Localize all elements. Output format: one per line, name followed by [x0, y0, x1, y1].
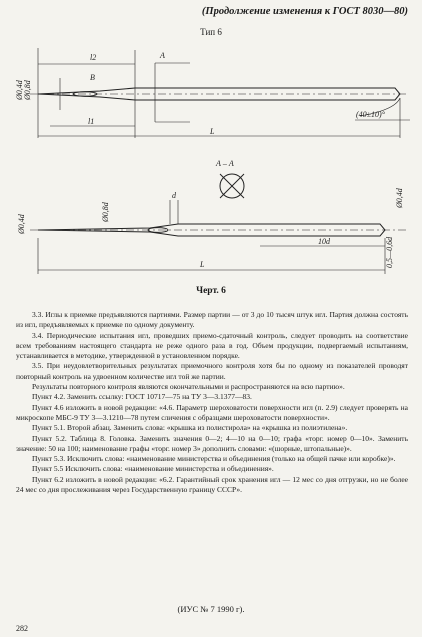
- dim-d: d: [172, 191, 176, 200]
- paragraph: Результаты повторного контроля являются окончательными и распространяются на всю партию».: [32, 382, 345, 392]
- section-label: А – А: [216, 159, 234, 168]
- paragraph: Пункт 4.2. Заменить ссылку: ГОСТ 10717—75 на ТУ 3—3.1377—83.: [32, 392, 252, 402]
- paragraph: Пункт 5.5 Исключить слова: «наименование министерства и объединения».: [32, 464, 274, 474]
- dim-l1: l1: [88, 117, 95, 126]
- paragraph: Пункт 5.3. Исключить слова: «наименование министерства и объединения (только на общей пачке или коробке)».: [32, 454, 396, 464]
- dim-08d-bottom: Ø0,8d: [101, 202, 110, 222]
- dim-L-top: L: [210, 127, 215, 136]
- body-text: [16, 310, 408, 495]
- needle-drawing: [0, 38, 422, 288]
- paragraph: Пункт 4.6 изложить в новой редакции: «4.6. Параметр шероховатости поверхности игл (п. 2.9) следует проверять на микроскопе МБС-9 ТУ 3—3.1210—78 путем сличения с образцами шероховатости поверхности».: [16, 402, 408, 422]
- dim-A-top: A: [160, 51, 165, 60]
- dim-angle: (40±10)°: [356, 110, 385, 119]
- dim-04d-bottom-right: Ø0,4d: [395, 188, 404, 208]
- dim-05-06d: 0,5—0,6d: [385, 236, 394, 268]
- paragraph: Пункт 5.2. Таблица 8. Головка. Заменить значения 0—2; 4—10 на 0—10; графа «торг. номер 0—10». Заменить значение: 50 на 100; наименование графы «торг. номер 3» дополнить словами: «(шорные, штопальные)».: [16, 433, 408, 453]
- dim-04d-bottom-left: Ø0,4d: [17, 214, 26, 234]
- dim-04d-top: Ø0,4d: [15, 80, 24, 100]
- footer-note: (ИУС № 7 1990 г).: [177, 604, 245, 614]
- dim-10d: 10d: [318, 237, 330, 246]
- dim-L-bottom: L: [200, 260, 205, 269]
- dim-08d-top: Ø0,8d: [23, 80, 32, 100]
- paragraph: Пункт 5.1. Второй абзац. Заменить слова: «крышка из полистирола» на «крышка из полиэтилена».: [32, 423, 348, 433]
- type-label: Тип 6: [200, 27, 222, 37]
- page-header: (Продолжение изменения к ГОСТ 8030—80): [201, 6, 408, 17]
- dim-l2: l2: [90, 53, 97, 62]
- dim-B: B: [90, 73, 95, 82]
- page-number: 282: [16, 624, 28, 633]
- paragraph: 3.5. При неудовлетворительных результатах приемочного контроля хотя бы по одному из показателей проводят повторный контроль на удвоенном количестве игл той же партии.: [16, 361, 408, 381]
- paragraph: 3.4. Периодические испытания игл, проведших приемо-сдаточный контроль, следует проводить на соответствие всем требованиям настоящего стандарта не реже одного раза в год. Объем продукции, подвергаемый испытаниям, устанавливается в методике, утвержденной в установленном порядке.: [16, 330, 408, 361]
- paragraph: Пункт 6.2 изложить в новой редакции: «6.2. Гарантийный срок хранения игл — 12 мес со дня отгрузки, но не более 24 мес со дня прослеживания через Государственную границу СССР».: [16, 474, 408, 495]
- figure-caption: Черт. 6: [196, 286, 226, 296]
- paragraph: 3.3. Иглы к приемке предъявляются партиями. Размер партии — от 3 до 10 тысяч штук игл. Партия должна состоять из игл, предъявляемых к приемке по одному документу.: [16, 310, 408, 330]
